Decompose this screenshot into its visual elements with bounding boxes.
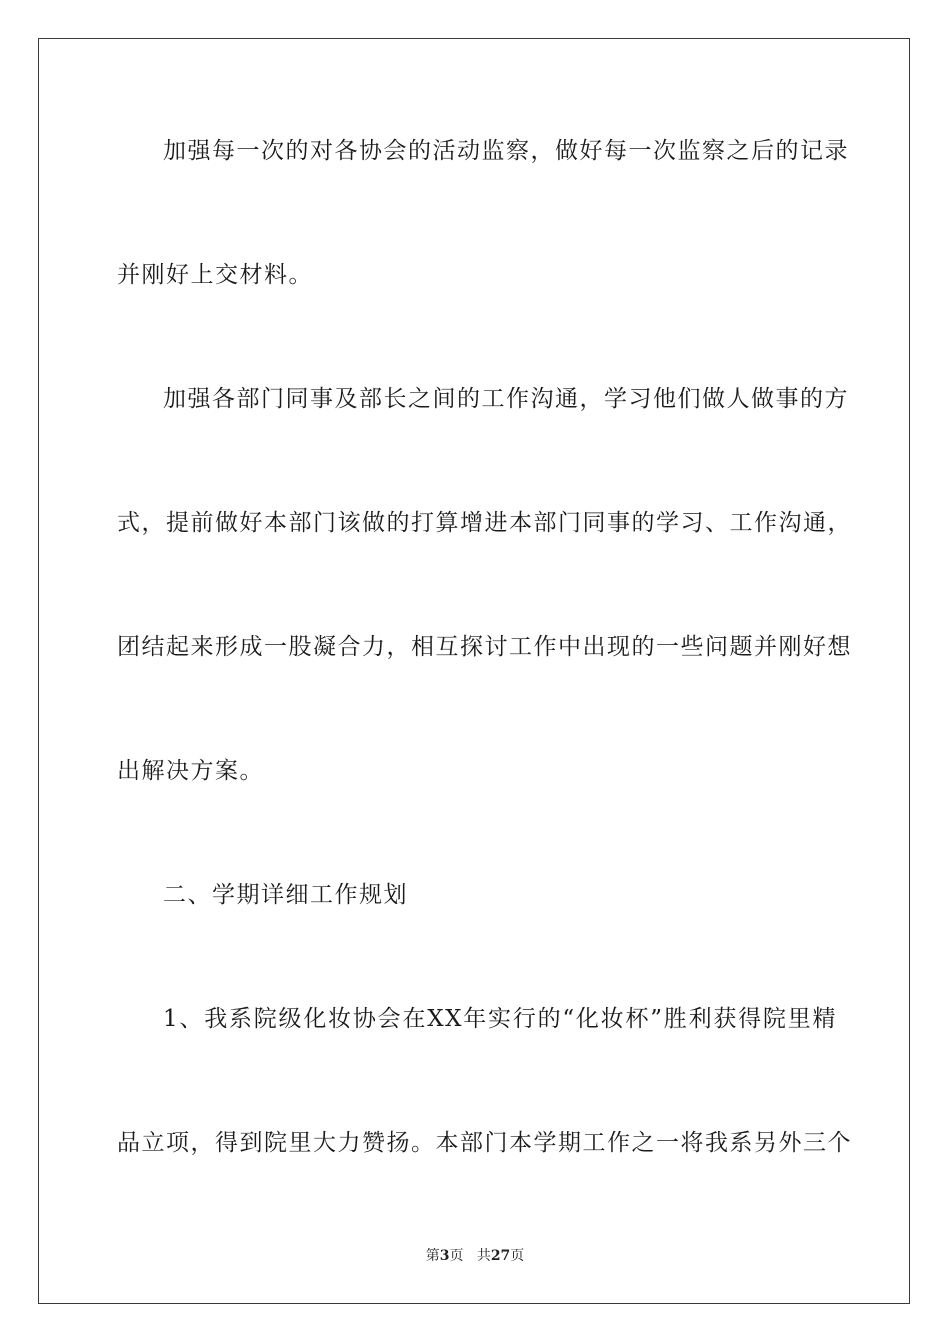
footer-total-prefix: 共: [476, 1248, 491, 1264]
footer-page-prefix: 第: [425, 1248, 440, 1264]
page-footer: [0, 1247, 950, 1265]
paragraph-line-4: 式，提前做好本部门该做的打算增进本部门同事的学习、工作沟通，: [117, 510, 852, 536]
footer-total-suffix: 页: [510, 1248, 525, 1264]
paragraph-line-9: 品立项，得到院里大力赞扬。本部门本学期工作之一将我系另外三个: [117, 1130, 852, 1156]
footer-page-number: 3: [439, 1248, 450, 1264]
paragraph-line-2: 并刚好上交材料。: [117, 262, 313, 288]
paragraph-line-8: 1、我系院级化妆协会在XX年实行的“化妆杯”胜利获得院里精: [163, 1006, 837, 1032]
section-heading: 二、学期详细工作规划: [163, 882, 408, 908]
paragraph-line-3: 加强各部门同事及部长之间的工作沟通，学习他们做人做事的方: [163, 386, 849, 412]
footer-total-pages: 27: [490, 1248, 511, 1264]
page-border: [38, 38, 910, 1304]
paragraph-line-6: 出解决方案。: [117, 758, 264, 784]
footer-page-suffix: 页: [449, 1248, 464, 1264]
paragraph-line-5: 团结起来形成一股凝合力，相互探讨工作中出现的一些问题并刚好想: [117, 634, 852, 660]
paragraph-line-1: 加强每一次的对各协会的活动监察，做好每一次监察之后的记录: [163, 138, 849, 164]
